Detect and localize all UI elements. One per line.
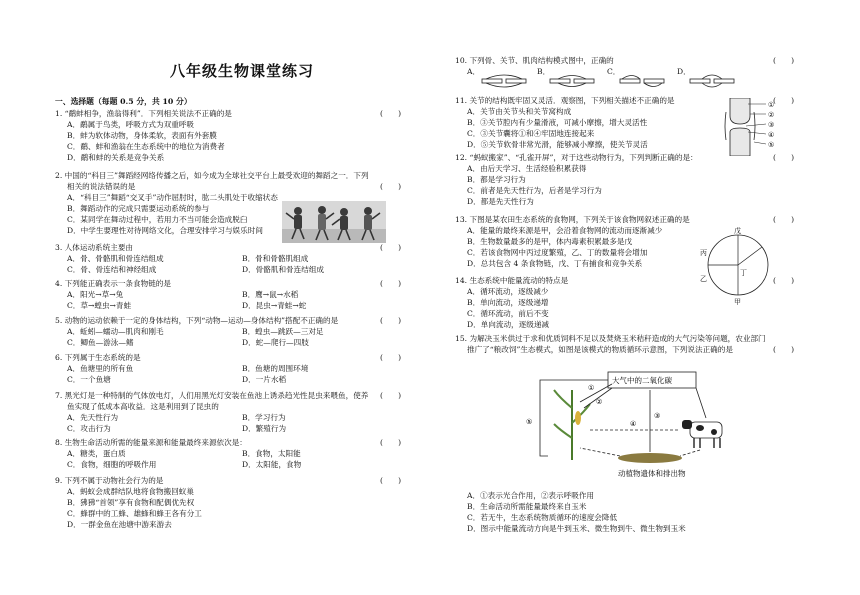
joint-label-2: ② [768,111,775,119]
option: D．单向流动，逐级递减 [467,320,550,329]
foodweb-jia: 甲 [734,298,741,305]
option: C．草→蝗虫→青蛙 [67,301,132,310]
joint-label-1: ① [768,101,775,109]
option: C．鹬、蚌和渔翁在生态系统中的地位为消费者 [67,142,225,151]
page-title: 八年级生物课堂练习 [170,62,315,80]
option: B． [537,67,551,76]
option: D．鹬和蚌的关系是竞争关系 [67,153,165,162]
option: B．生物数量最多的是甲，体内毒素积累最多是戊 [467,237,633,246]
joint-label-4: ④ [768,131,775,139]
foodweb-bing: 丙 [700,249,707,257]
question-stem: 12. “蚂蚁搬家”、“孔雀开屏”，对于这些动物行为，下列判断正确的是： [455,153,698,162]
question-stem: 8. 生物生命活动所需的能量来源和能量最终来源依次是： [55,438,247,447]
answer-paren[interactable]: ( ) [380,353,402,362]
option: D．总共包含 4 条食物链，戊、丁有捕食和竞争关系 [467,259,643,268]
option: C．食物，细胞的呼吸作用 [67,460,157,469]
option: C．前者是先天性行为，后者是学习行为 [467,186,602,195]
option: A．糖类，蛋白质 [67,449,126,458]
option: B．③关节腔内有少量滑液，可减小摩擦，增大灵活性 [467,118,648,127]
option: A．鱼塘里的所有鱼 [67,364,134,373]
cycle-label-5: ⑤ [526,418,533,426]
question-stem: 15. 为解决玉米供过于求和优质饲料不足以及焚烧玉米秸秆造成的大气污染等问题，农业部门 [455,334,766,343]
option: C．若无牛，生态系统物质循环的速度会降低 [467,513,618,522]
cycle-label-1: ① [588,384,595,392]
option: D．图示中能量流动方向是牛到玉米、微生物到牛、微生物到玉米 [467,524,686,533]
question-stem: 2. 中国的“科目三”舞蹈经网络传播之后，如今成为全球社交平台上最受欢迎的舞蹈之一．下列 [55,171,369,180]
option: A．蚯蚓—蠕动—肌肉和刚毛 [67,327,164,336]
answer-paren[interactable]: ( ) [380,279,402,288]
option: B．单向流动，逐级递增 [467,298,549,307]
option: B．鹰→鼠→水稻 [242,290,299,299]
answer-paren[interactable]: ( ) [773,345,795,354]
option: C．③关节囊将①和④牢固地连接起来 [467,129,595,138]
co2-label: 大气中的二氧化碳 [612,376,672,385]
question-stem: 14. 生态系统中能量流动的特点是 [455,276,569,285]
cycle-label-3: ③ [654,412,661,420]
question-stem: 3. 人体运动系统主要由 [55,243,134,252]
option: B．学习行为 [242,413,286,422]
option: B．蝗虫—跳跃—三对足 [242,327,324,336]
corn-icon [554,390,590,460]
question-stem: 7. 黑光灯是一种特制的气体放电灯，人们用黑光灯安装在鱼池上诱杀趋光性昆虫来喂鱼，使养 [55,391,369,400]
option: D．都是先天性行为 [467,197,534,206]
option: D．昆虫→青蛙→蛇 [242,301,307,310]
question-stem: 5. 动物的运动依赖于一定的身体结构，下列“动物—运动—身体结构”搭配不正确的是 [55,316,339,325]
option: A．关节由关节头和关节窝构成 [467,107,572,116]
option: C．一个鱼塘 [67,375,111,384]
option: D．一片水稻 [242,375,287,384]
option: B．生命活动所需能量最终来自玉米 [467,502,587,511]
question-stem: 6. 下列属于生态系统的是 [55,353,141,362]
option: A．鹬属于鸟类，呼吸方式为双重呼吸 [67,120,194,129]
option: D．太阳能，食物 [242,460,302,469]
question-stem: 鱼实现了低成本高收益．这是利用到了昆虫的 [67,402,219,411]
section-heading: 一、选择题（每题 0.5 分，共 10 分） [55,97,192,106]
answer-paren[interactable]: ( ) [380,243,402,252]
option: C．鲫鱼—游泳—鳍 [67,338,134,347]
option: A．由后天学习、生活经验积累获得 [467,164,587,173]
option: A．循环流动，逐级减少 [467,287,549,296]
foodweb-yi: 乙 [700,275,707,283]
option: A．①表示光合作用，②表示呼吸作用 [467,491,594,500]
option: C．骨、骨连结和神经组成 [67,265,157,274]
option: A．骨、骨骼肌和骨连结组成 [67,254,164,263]
option: B．都是学习行为 [467,175,526,184]
foodweb-wu: 戊 [734,227,741,235]
question-stem: 11. 关节的结构既牢固又灵活．观察图，下列相关描述不正确的是 [455,96,675,105]
joint-diagram [722,98,784,156]
question-stem: 1. “鹬蚌相争，渔翁得利”．下列相关说法不正确的是 [55,109,232,118]
material-cycle-diagram [520,368,735,486]
foodweb-ding: 丁 [740,269,747,277]
option: C．蜂群中的工蜂、雄蜂和蜂王各有分工 [67,509,202,518]
option: D． [677,67,691,76]
option: A．阳光→草→兔 [67,290,124,299]
answer-paren[interactable]: ( ) [380,182,402,191]
answer-paren[interactable]: ( ) [773,56,795,65]
option: B．狒狒“首领”享有食物和配偶优先权 [67,498,195,507]
answer-paren[interactable]: ( ) [773,276,795,285]
joint-label-3: ③ [768,121,775,129]
answer-paren[interactable]: ( ) [773,153,795,162]
answer-paren[interactable]: ( ) [380,391,402,400]
option: A． [467,67,481,76]
option: D．骨骼肌和骨连结组成 [242,265,325,274]
bone-joint-models [480,72,740,90]
option: A．蚂蚁会成群结队地将食物搬回蚁巢 [67,487,194,496]
answer-paren[interactable]: ( ) [773,96,795,105]
dance-photo [282,201,386,243]
option: B．鱼塘的周围环境 [242,364,309,373]
answer-paren[interactable]: ( ) [773,215,795,224]
question-stem: 10. 下列骨、关节、肌肉结构模式图中，正确的 [455,56,614,65]
option: D．一群金鱼在池塘中游来游去 [67,520,172,529]
option: B．蚌为软体动物，身体柔软，表面有外套膜 [67,131,217,140]
food-web-diagram [698,225,778,305]
option: D．繁殖行为 [242,424,287,433]
option: A．能量的最终来源是甲，会沿着食物网的流动而逐渐减少 [467,226,663,235]
option: C． [607,67,621,76]
option: B．食物，太阳能 [242,449,301,458]
cycle-label-4: ④ [630,420,637,428]
answer-paren[interactable]: ( ) [380,316,402,325]
cow-icon [682,420,722,448]
remains-pile [618,453,682,463]
option: D．中学生要理性对待网络文化，合理安排学习与娱乐时间 [67,226,263,235]
question-stem: 相关的说法错误的是 [67,182,136,191]
remains-label: 动植物遗体和排出物 [618,469,686,478]
option: B．舞蹈动作的完成只需要运动系统的参与 [67,204,210,213]
option: A．“科目三”舞蹈“交叉手”动作屈肘时，肱二头肌处于收缩状态 [67,193,278,202]
question-stem: 13. 下图是某农田生态系统的食物网，下列关于该食物网叙述正确的是 [455,215,690,224]
question-stem: 推广了“粮改饲”生态模式，如图是该模式的物质循环示意图，下列说法正确的是 [467,345,733,354]
joint-label-5: ⑤ [768,141,775,149]
question-stem: 9. 下列不属于动物社会行为的是 [55,476,164,485]
answer-paren[interactable]: ( ) [380,109,402,118]
option: A．先天性行为 [67,413,119,422]
question-stem: 4. 下列能正确表示一条食物链的是 [55,279,171,288]
option: C．攻击行为 [67,424,111,433]
option: C．某同学在舞动过程中，若用力不当可能会造成脱臼 [67,215,248,224]
option: D．蛇—爬行—四肢 [242,338,309,347]
option: C．循环流动，前后不变 [467,309,549,318]
answer-paren[interactable]: ( ) [380,476,402,485]
option: C．若该食物网中丙过度繁殖，乙、丁的数量将会增加 [467,248,648,257]
answer-paren[interactable]: ( ) [380,438,402,447]
cycle-label-2: ② [596,398,603,406]
option: D．⑤关节软骨非常光滑，能够减小摩擦，使关节灵活 [467,140,648,149]
option: B．骨和骨骼肌组成 [242,254,309,263]
